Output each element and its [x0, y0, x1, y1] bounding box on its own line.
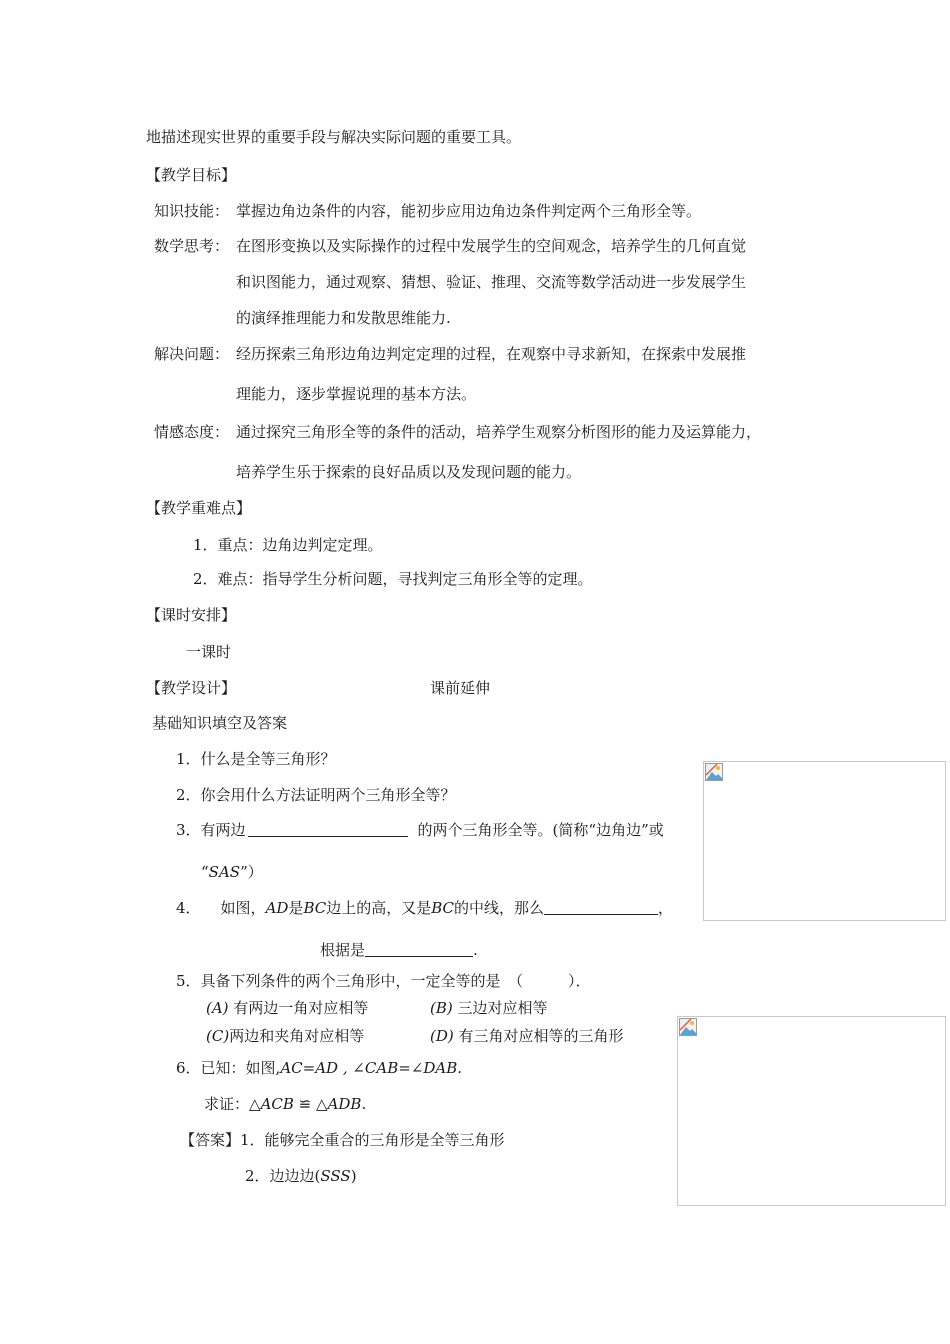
thinking-text-1: 在图形变换以及实际操作的过程中发展学生的空间观念，培养学生的几何直觉: [236, 237, 747, 255]
figure-placeholder-2: [677, 1016, 946, 1206]
option-d: (D) 有三角对应相等的三角形: [430, 1027, 624, 1045]
attitude-label: 情感态度：: [154, 423, 230, 441]
broken-image-icon: [705, 763, 723, 781]
question-4: 4． 如图，AD是BC边上的高，又是BC的中线，那么 ，: [176, 899, 674, 917]
design-heading: 【教学设计】: [146, 679, 237, 697]
question-1: 1．什么是全等三角形？: [176, 750, 336, 768]
thinking-text-2: 和识图能力，通过观察、猜想、验证、推理、交流等数学活动进一步发展学生: [236, 273, 747, 291]
answers-line-1: 【答案】1．能够完全重合的三角形是全等三角形: [180, 1131, 505, 1149]
question-4-basis: 根据是 .: [320, 941, 478, 959]
answer-blank-3[interactable]: [248, 820, 408, 837]
answer-blank-4a[interactable]: [544, 898, 658, 915]
figure-placeholder-1: [703, 761, 946, 921]
schedule-value: 一课时: [186, 643, 232, 661]
attitude-text-2: 培养学生乐于探索的良好品质以及发现问题的能力。: [236, 463, 582, 481]
option-a: (A) 有两边一角对应相等: [206, 999, 369, 1017]
design-subtitle: 课前延伸: [430, 679, 491, 697]
answer-blank-4b[interactable]: [365, 940, 473, 957]
question-3: 3．有两边 的两个三角形全等。(简称“边角边”或: [176, 821, 664, 839]
intro-line: 地描述现实世界的重要手段与解决实际问题的重要工具。: [146, 128, 522, 146]
knowledge-text: 掌握边角边条件的内容，能初步应用边角边条件判定两个三角形全等。: [236, 202, 702, 220]
answers-line-2: 2．边边边(SSS): [245, 1167, 357, 1185]
problem-text-2: 理能力，逐步掌握说理的基本方法。: [236, 385, 477, 403]
problem-label: 解决问题：: [154, 345, 230, 363]
question-6: 6．已知：如图,AC=AD , ∠CAB=∠DAB.: [176, 1059, 463, 1077]
thinking-text-3: 的演绎推理能力和发散思维能力.: [236, 309, 451, 327]
attitude-text-1: 通过探究三角形全等的条件的活动，培养学生观察分析图形的能力及运算能力，: [236, 423, 762, 441]
question-2: 2．你会用什么方法证明两个三角形全等？: [176, 786, 456, 804]
option-b: (B) 三边对应相等: [430, 999, 548, 1017]
thinking-label: 数学思考：: [154, 237, 230, 255]
keypoints-heading: 【教学重难点】: [146, 499, 252, 517]
keypoint-2: 2．难点：指导学生分析问题，寻找判定三角形全等的定理。: [193, 570, 593, 588]
option-c: (C)两边和夹角对应相等: [206, 1027, 365, 1045]
section-title: 基础知识填空及答案: [152, 714, 288, 732]
schedule-heading: 【课时安排】: [146, 606, 237, 624]
keypoint-1: 1．重点：边角边判定定理。: [193, 536, 383, 554]
question-3-cont: “SAS”）: [201, 863, 263, 881]
question-5: 5．具备下列条件的两个三角形中，一定全等的是 （ ）．: [176, 972, 591, 990]
broken-image-icon: [679, 1018, 697, 1036]
knowledge-label: 知识技能：: [154, 202, 230, 220]
question-6-prove: 求证：△ACB ≌ △ADB.: [204, 1095, 367, 1113]
problem-text-1: 经历探索三角形边角边判定定理的过程，在观察中寻求新知，在探索中发展推: [236, 345, 747, 363]
objectives-heading: 【教学目标】: [146, 166, 237, 184]
